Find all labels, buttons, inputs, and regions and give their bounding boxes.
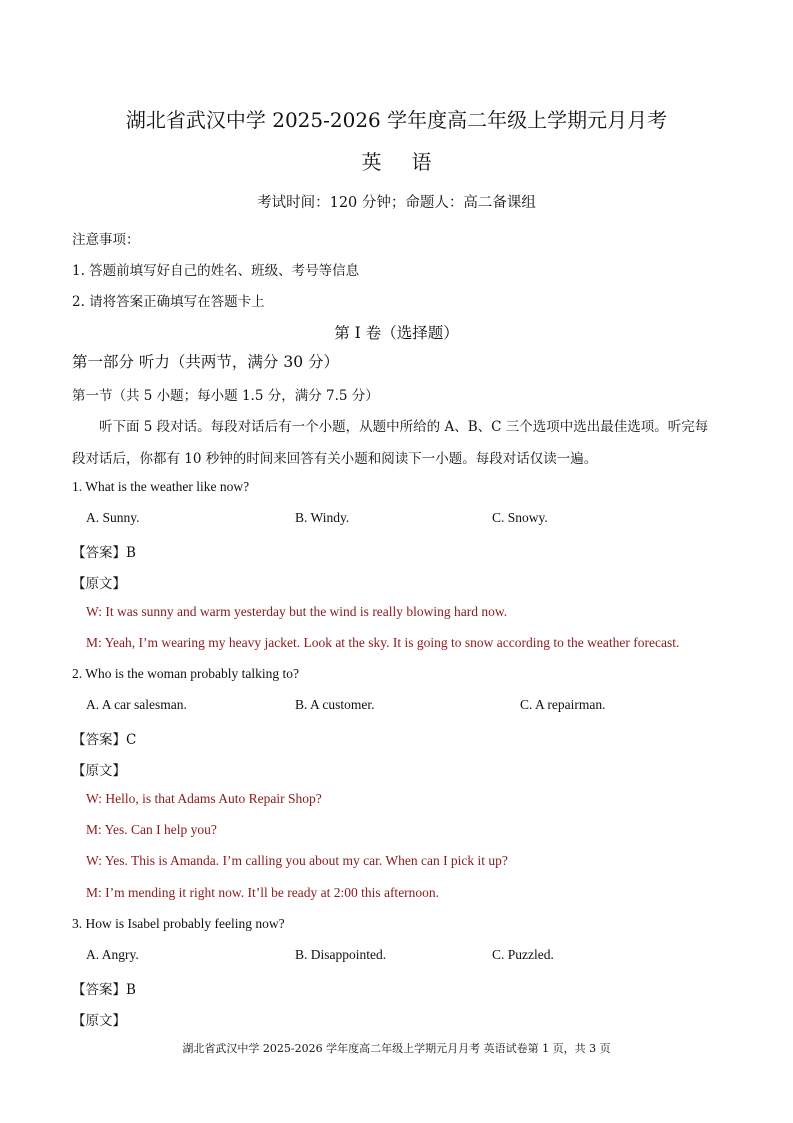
exam-title: 湖北省武汉中学 2025-2026 学年度高二年级上学期元月月考 [125,108,668,132]
option-a: A. Sunny. [86,510,140,525]
option-c: C. A repairman. [520,697,606,712]
option-a: A. Angry. [86,947,139,962]
exam-info: 考试时间：120 分钟；命题人：高二备课组 [257,195,536,211]
transcript-line: M: I’m mending it right now. It’ll be ready at 2:00 this afternoon. [86,885,440,900]
transcript-label: 【原文】 [72,576,126,592]
transcript-label: 【原文】 [72,763,126,779]
notes-heading: 注意事项： [72,232,140,248]
volume-title: 第 I 卷（选择题） [334,324,459,342]
question-stem: 1. What is the weather like now? [72,479,250,494]
transcript-line: W: Yes. This is Amanda. I’m calling you about my car. When can I pick it up? [86,853,508,868]
question-stem: 2. Who is the woman probably talking to? [72,666,299,681]
option-b: B. Disappointed. [295,947,387,962]
option-b: B. A customer. [295,697,375,712]
option-a: A. A car salesman. [86,697,187,712]
note-item: 1. 答题前填写好自己的姓名、班级、考号等信息 [72,263,360,279]
instructions-line: 听下面 5 段对话。每段对话后有一个小题，从题中所给的 A、B、C 三个选项中选出最佳选项。听完每 [99,419,709,435]
question-stem: 3. How is Isabel probably feeling now? [72,916,285,931]
option-c: C. Snowy. [492,510,548,525]
answer-label: 【答案】C [72,732,137,748]
option-c: C. Puzzled. [492,947,554,962]
instructions-line: 段对话后，你都有 10 秒钟的时间来回答有关小题和阅读下一小题。每段对话仅读一遍。 [72,451,598,467]
section-title: 第一节（共 5 小题；每小题 1.5 分，满分 7.5 分） [72,388,379,404]
note-item: 2. 请将答案正确填写在答题卡上 [72,294,265,310]
transcript-label: 【原文】 [72,1013,126,1029]
subject-title: 英语 [361,150,462,174]
option-b: B. Windy. [295,510,350,525]
answer-label: 【答案】B [72,545,136,561]
transcript-line: W: It was sunny and warm yesterday but the wind is really blowing hard now. [86,604,508,619]
page-footer: 湖北省武汉中学 2025-2026 学年度高二年级上学期元月月考 英语试卷第 1 页，共 3 页 [182,1042,611,1055]
transcript-line: M: Yeah, I’m wearing my heavy jacket. Look at the sky. It is going to snow according to the weather forecast. [86,635,680,650]
answer-label: 【答案】B [72,982,136,998]
part-title: 第一部分 听力（共两节，满分 30 分） [72,353,340,371]
transcript-line: M: Yes. Can I help you? [86,822,217,837]
transcript-line: W: Hello, is that Adams Auto Repair Shop? [86,791,322,806]
